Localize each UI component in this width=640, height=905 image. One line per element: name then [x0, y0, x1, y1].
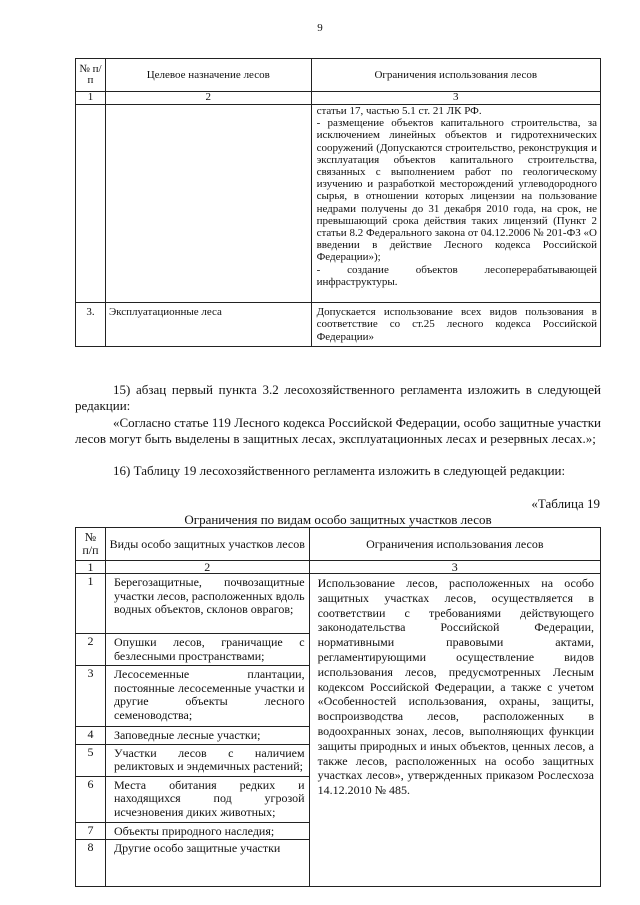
- col-purpose-header: Целевое назначение лесов: [105, 59, 311, 92]
- table-index-row: [76, 92, 601, 105]
- col-number-header: № п/п: [76, 59, 106, 92]
- index-cell: 3: [309, 561, 600, 574]
- table-row: [76, 303, 601, 347]
- table-caption: Ограничения по видам особо защитных участков лесов: [184, 512, 492, 527]
- index-cell: 2: [105, 561, 309, 574]
- restriction-cell: статьи 17, частью 5.1 ст. 21 ЛК РФ. - размещение объектов капитального строительства, за исключением линейных объектов и гидротехнических сооружений (Допускаются строительство, реконструкция и эксплуатация объектов капитального строительства, связанных с выполнением работ по геологическому изучению и разработкой месторождений углеводородного сырья, в отношении которых лицензии на пользование недрами получены до 31 декабря 2010 года, на срок, не превышающий срока действия таких лицензий (Пункт 2 статьи 8.2 Федерального закона от 04.12.2006 № 201-ФЗ «О введении в действие Лесного кодекса Российской Федерации»); - создание объектов лесоперерабатывающей инфраструктуры.: [311, 105, 600, 303]
- table-row: [76, 105, 601, 303]
- kind-cell: Места обитания редких и находящихся под угрозой исчезновения диких животных;: [105, 776, 309, 822]
- kind-cell: Участки лесов с наличием реликтовых и эндемичных растений;: [105, 744, 309, 776]
- col-kind-header: Виды особо защитных участков лесов: [105, 528, 309, 561]
- kind-cell: Другие особо защитные участки: [105, 840, 309, 887]
- col-restriction-header: Ограничения использования лесов: [311, 59, 600, 92]
- paragraph-16: 16) Таблицу 19 лесохозяйственного регламента изложить в следующей редакции:: [113, 463, 566, 478]
- forest-purpose-table: [75, 58, 601, 347]
- restriction-cell: Допускается использование всех видов пользования в соответствие со ст.25 лесного кодекса Российской Федерации»: [311, 303, 600, 347]
- restriction-cell: Использование лесов, расположенных на особо защитных участках лесов, осуществляется в соответствии с требованиями действующего законодательства Российской Федерации, нормативными правовыми актами, регламентирующими осуществление видов использования лесов, предусмотренных Лесным кодексом Российской Федерации, а также с учетом «Особенностей использования, охраны, защиты, воспроизводства лесов, расположенных в водоохранных зонах, лесов, выполняющих функции защиты природных и иных объектов, ценных лесов, а также лесов, расположенных на особо защитных участках лесов», утвержденных приказом Рослесхоза 14.12.2010 № 485.: [309, 574, 600, 887]
- number-cell: 2: [76, 634, 106, 666]
- index-cell: 3: [311, 92, 600, 105]
- paragraph-quote: «Согласно статье 119 Лесного кодекса Российской Федерации, особо защитные участки лесов могут быть выделены в защитных лесах, эксплуатационных лесах и резервных лесах.»;: [75, 415, 601, 446]
- number-cell: 6: [76, 776, 106, 822]
- table-row: [76, 574, 601, 634]
- protective-areas-table: [75, 527, 601, 887]
- col-number-header: № п/п: [76, 528, 106, 561]
- index-cell: 1: [76, 92, 106, 105]
- kind-cell: Заповедные лесные участки;: [105, 727, 309, 745]
- table-label: «Таблица 19: [531, 496, 600, 511]
- kind-cell: Лесосеменные плантации, постоянные лесосеменные участки и другие объекты лесного семеноводства;: [105, 666, 309, 727]
- number-cell: 5: [76, 744, 106, 776]
- page-number: 9: [317, 22, 323, 34]
- kind-cell: Объекты природного наследия;: [105, 822, 309, 840]
- number-cell: 8: [76, 840, 106, 887]
- number-cell: 4: [76, 727, 106, 745]
- table-header-row: [76, 59, 601, 92]
- number-cell: 1: [76, 574, 106, 634]
- purpose-cell: Эксплуатационные леса: [105, 303, 311, 347]
- number-cell: 7: [76, 822, 106, 840]
- table-index-row: [76, 561, 601, 574]
- kind-cell: Берегозащитные, почвозащитные участки лесов, расположенных вдоль водных объектов, склонов оврагов;: [105, 574, 309, 634]
- table-header-row: [76, 528, 601, 561]
- purpose-cell: [105, 105, 311, 303]
- kind-cell: Опушки лесов, граничащие с безлесными пространствами;: [105, 634, 309, 666]
- index-cell: 2: [105, 92, 311, 105]
- number-cell: [76, 105, 106, 303]
- number-cell: 3.: [76, 303, 106, 347]
- paragraph-15: 15) абзац первый пункта 3.2 лесохозяйственного регламента изложить в следующей редакции:: [75, 382, 601, 413]
- number-cell: 3: [76, 666, 106, 727]
- col-restriction-header: Ограничения использования лесов: [309, 528, 600, 561]
- index-cell: 1: [76, 561, 106, 574]
